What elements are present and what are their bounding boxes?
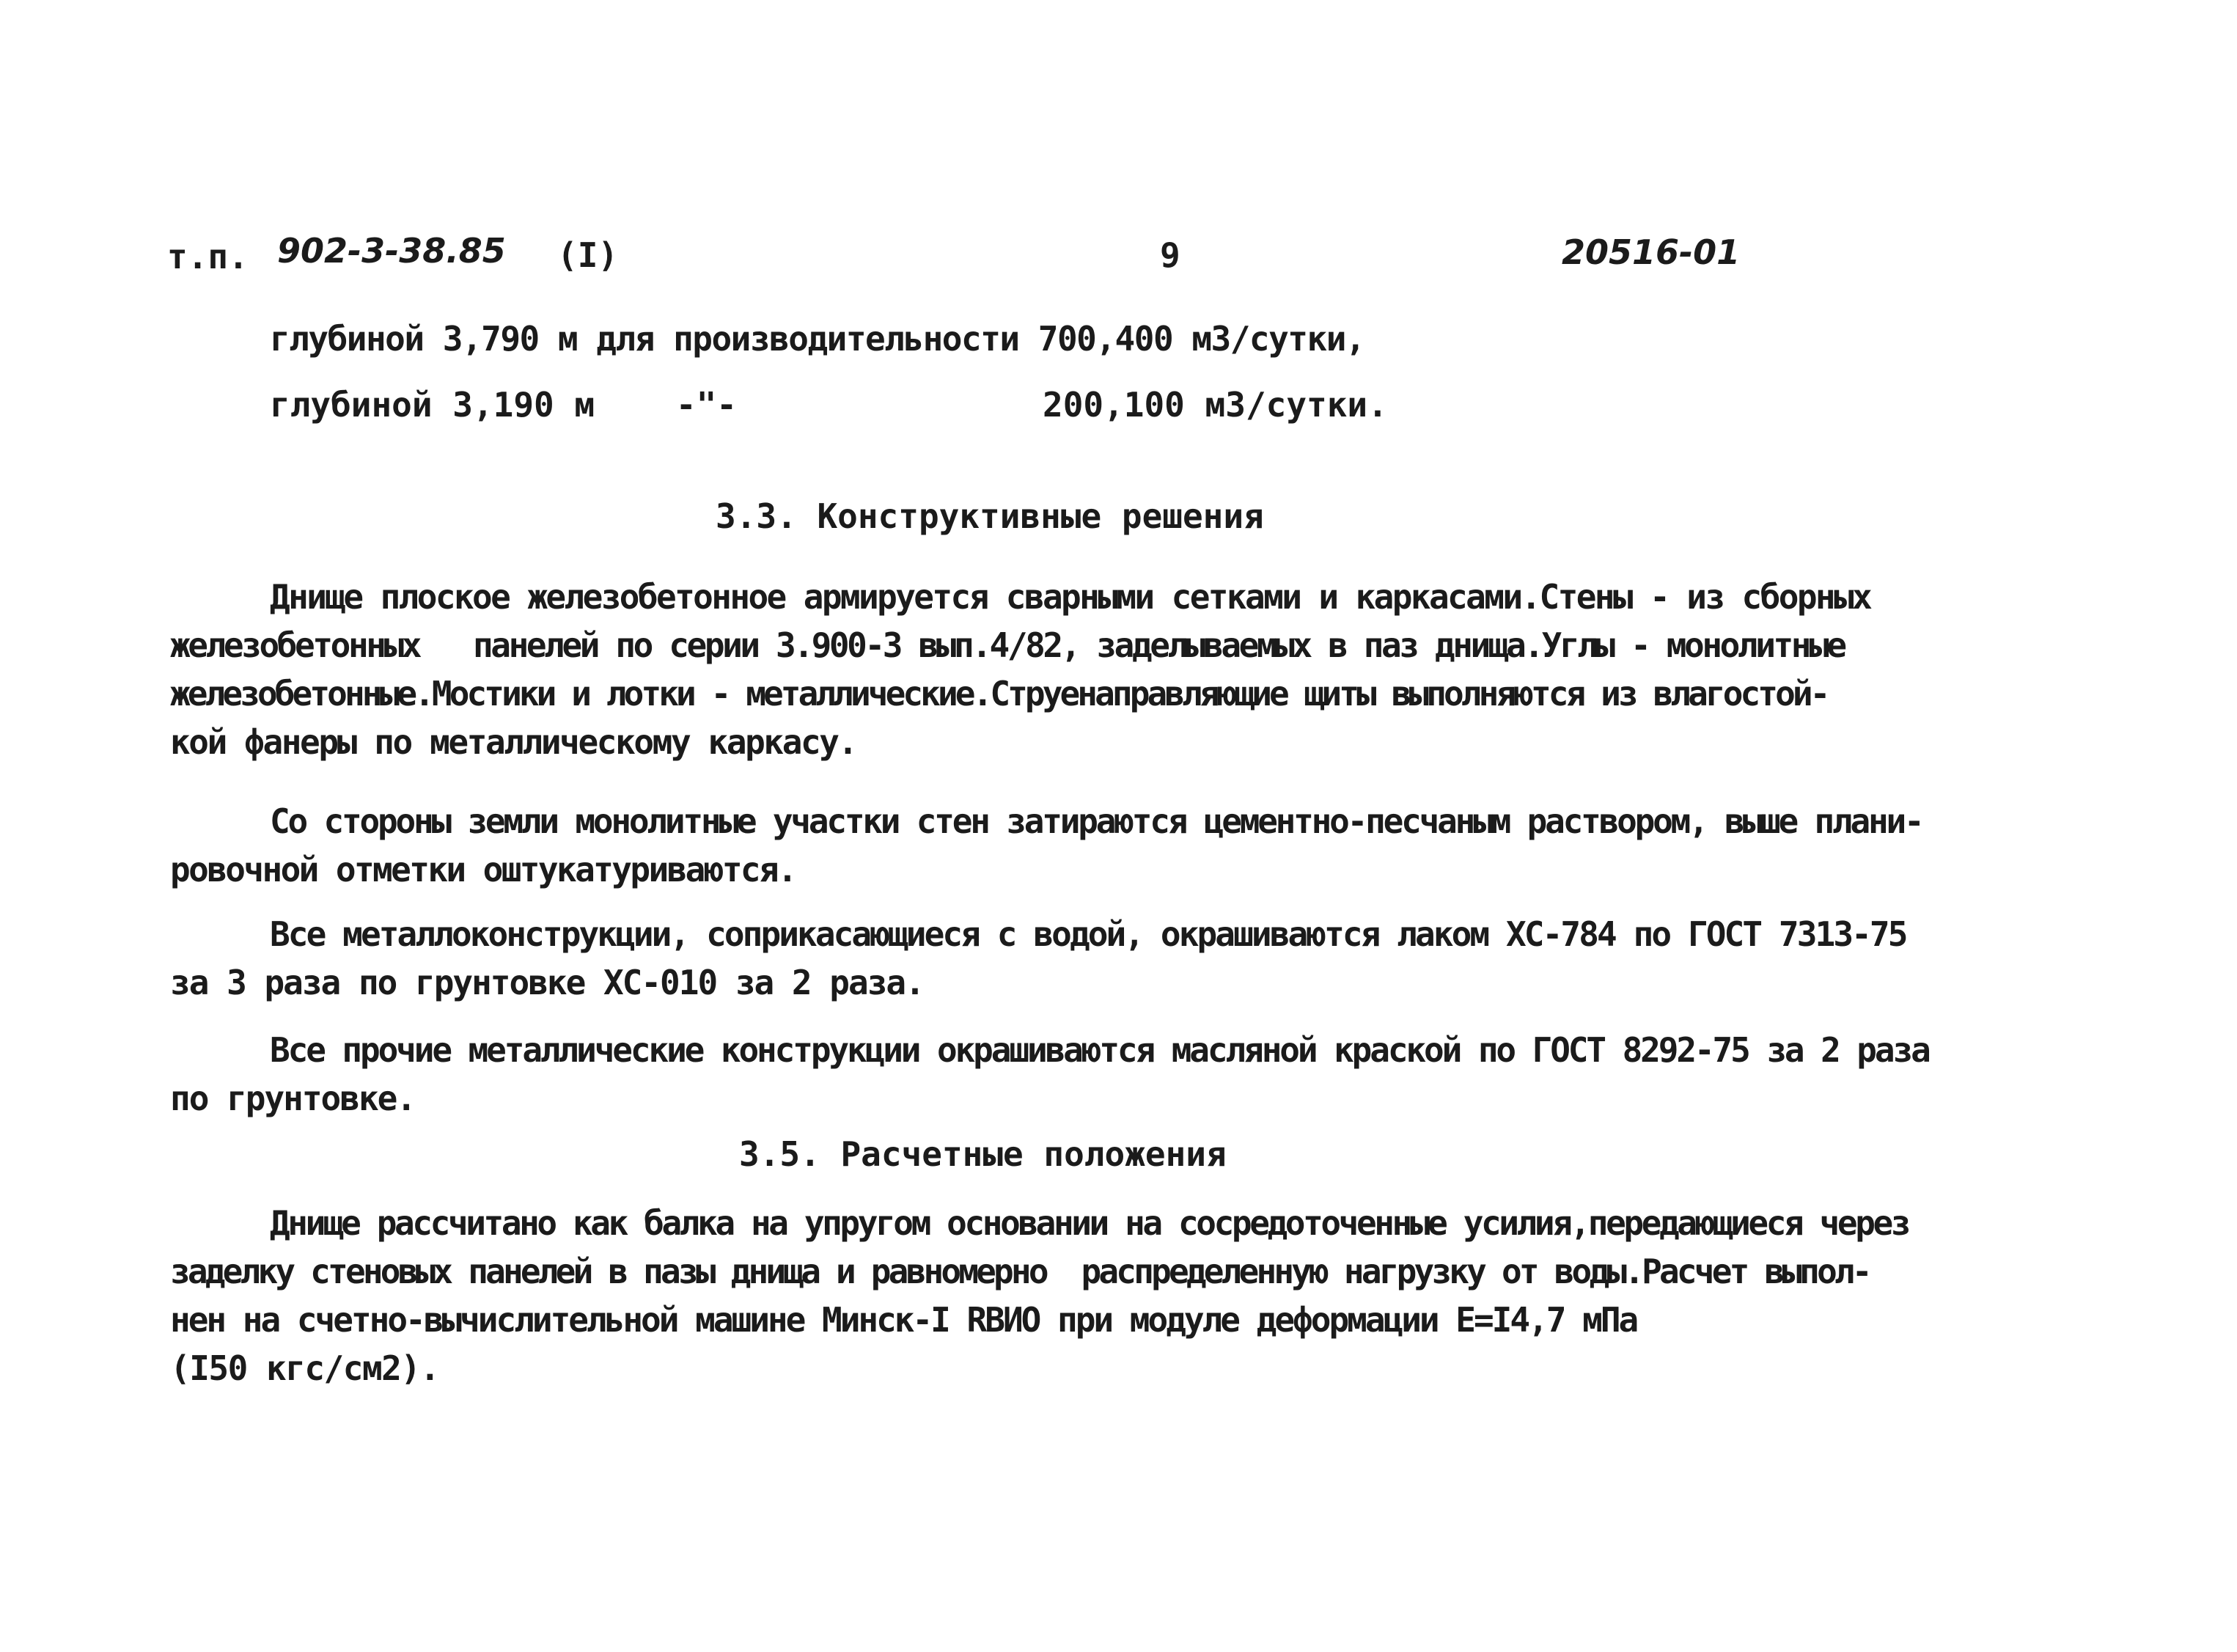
s35-p1-line-3: нен на счетно-вычислительной машине Минск-I RBИО при модуле деформации Е=I4,7 мПа [170,1300,1637,1340]
section-3-5-title: 3.5. Расчетные положения [739,1134,1227,1174]
s33-p2-line-1: Со стороны земли монолитные участки стен затираются цементно-песчаным раствором, выше плани- [270,801,1922,841]
capacity-line-1: глубиной 3,790 м для производительности 700,400 м3/сутки, [270,319,1365,359]
project-number: 902-3-38.85 [277,231,506,271]
s33-p3-line-1: Все металлоконструкции, соприкасающиеся с водой, окрашиваются лаком ХС-784 по ГОСТ 7313-75 [270,914,1906,954]
capacity-line-2-left: глубиной 3,190 м -"- [270,385,737,425]
s35-p1-line-2: заделку стеновых панелей в пазы днища и равномерно распределенную нагрузку от воды.Расчет выпол- [170,1252,1870,1291]
doc-prefix: т.п. [167,237,249,276]
s33-p1-line-1: Днище плоское железобетонное армируется сварными сетками и каркасами.Стены - из сборных [270,577,1871,617]
s33-p1-line-4: кой фанеры по металлическому каркасу. [170,722,856,762]
s35-p1-line-1: Днище рассчитано как балка на упругом основании на сосредоточенные усилия,передающиеся через [270,1203,1909,1243]
part-number: (I) [557,235,619,275]
s33-p3-line-2: за 3 раза по грунтовке ХС-010 за 2 раза. [170,963,924,1002]
capacity-line-2-right: 200,100 м3/сутки. [1043,385,1388,425]
s33-p2-line-2: ровочной отметки оштукатуриваются. [170,850,796,889]
s33-p1-line-3: железобетонные.Мостики и лотки - металлические.Струенаправляющие щиты выполняются из влагостой- [170,674,1828,713]
sheet-code: 20516-01 [1562,232,1741,272]
section-3-3-title: 3.3. Конструктивные решения [716,496,1264,536]
s33-p1-line-2: железобетонных панелей по серии 3.900-3 вып.4/82, заделываемых в паз днища.Углы - монолитные [170,625,1845,665]
s33-p4-line-2: по грунтовке. [170,1079,416,1118]
s35-p1-line-4: (I50 кгс/см2). [170,1348,439,1388]
page-number: 9 [1160,235,1180,275]
s33-p4-line-1: Все прочие металлические конструкции окрашиваются масляной краской по ГОСТ 8292-75 за 2 раза [270,1030,1929,1070]
